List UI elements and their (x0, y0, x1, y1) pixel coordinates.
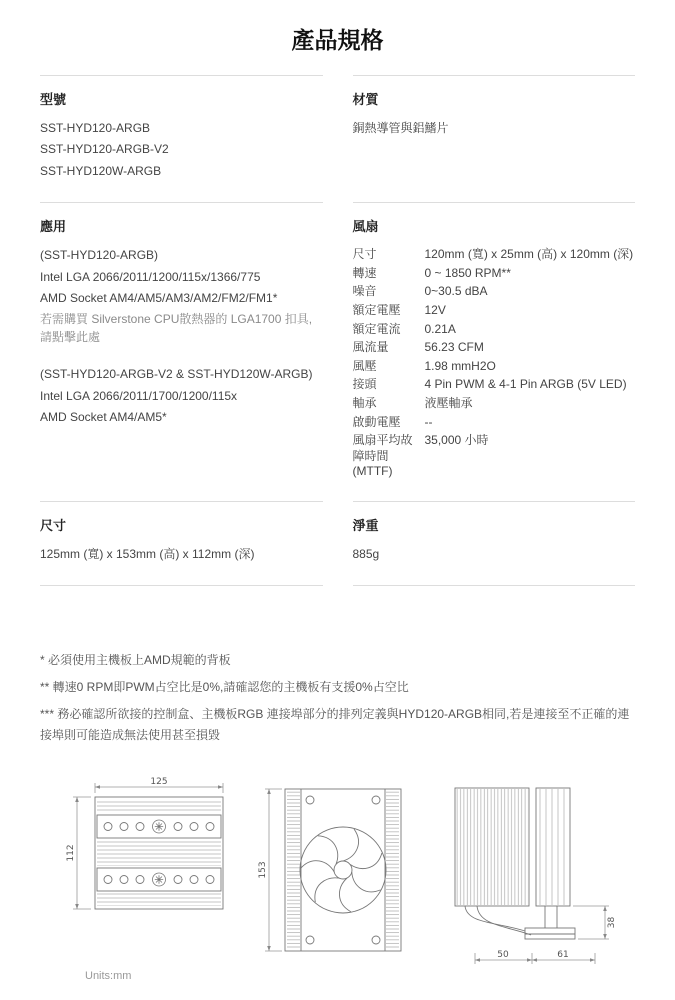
fan-spec-value: 56.23 CFM (424, 340, 484, 355)
fan-spec-label: 風壓 (352, 358, 377, 373)
base-width-a-label: 50 (497, 950, 509, 961)
fan-heading: 風扇 (352, 219, 379, 235)
application-group1-title: (SST-HYD120-ARGB) (40, 248, 159, 263)
fan-spec-row (353, 396, 636, 412)
fan-spec-value: 12V (424, 302, 446, 317)
fan-spec-row (353, 284, 636, 300)
snowflake-logo-icon (153, 820, 166, 833)
fan-spec-row (353, 359, 636, 375)
dimension-front-height (66, 797, 91, 909)
dimension-base-widths (475, 950, 595, 964)
application-group2-intel: Intel LGA 2066/2011/1700/1200/115x (40, 388, 238, 403)
section-dimensions (40, 501, 323, 586)
front-width-label: 125 (150, 777, 168, 788)
fan-spec-label: 接頭 (352, 377, 377, 392)
fan-spec-value: 液壓軸承 (424, 395, 473, 410)
fan-spec-label: 尺寸 (352, 247, 377, 262)
technical-drawings (62, 776, 623, 970)
section-fan (353, 202, 636, 501)
fin-stack (455, 788, 570, 906)
material-value: 銅熱導管與鋁鰭片 (352, 121, 449, 135)
fan-spec-row (353, 377, 636, 393)
dimension-base-height (573, 906, 617, 939)
fan-spec-label: 風扇平均故障時間 (MTTF) (352, 433, 413, 479)
spec-grid (40, 75, 635, 586)
fan-spec-label: 轉速 (352, 265, 377, 280)
fan-spec-label: 額定電流 (352, 321, 401, 336)
section-application (40, 202, 323, 501)
fan-spec-row (353, 303, 636, 319)
fan-spec-row (353, 266, 636, 282)
fan-spec-value: 0.21A (424, 321, 456, 336)
model-item: SST-HYD120-ARGB-V2 (40, 142, 169, 157)
fan-spec-value: 0~30.5 dBA (424, 284, 488, 299)
weight-heading: 淨重 (352, 517, 379, 533)
fan-spec-label: 風流量 (352, 340, 389, 355)
cooler-front-body (95, 797, 223, 909)
fan-spec-label: 啟動電壓 (352, 414, 401, 429)
cooler-side-body (285, 789, 401, 951)
fan-spec-value: 1.98 mmH2O (424, 358, 496, 373)
section-model (40, 75, 323, 202)
fan-spec-label: 軸承 (352, 395, 377, 410)
lga1700-note-text: 若需購買 Silverstone CPU散熱器的 LGA1700 扣具,請 (40, 312, 313, 344)
drawing-side-profile-view (435, 776, 623, 970)
fan-spec-row (353, 322, 636, 338)
fan-spec-row (353, 433, 636, 480)
drawing-front-view (62, 776, 230, 926)
side-height-label: 153 (257, 861, 268, 879)
fan-spec-value: -- (424, 414, 433, 429)
footnote: ** 轉速0 RPM即PWM占空比是0%,請確認您的主機板有支援0%占空比 (40, 680, 409, 695)
model-item: SST-HYD120W-ARGB (40, 163, 162, 178)
fan-spec-row (353, 415, 636, 431)
dimensions-heading: 尺寸 (40, 517, 67, 533)
cpu-base-plate (525, 928, 575, 939)
fan-spec-row (353, 340, 636, 356)
fan-spec-value: 4 Pin PWM & 4-1 Pin ARGB (5V LED) (424, 377, 627, 392)
front-height-label: 112 (66, 844, 76, 862)
footnotes (40, 650, 635, 746)
snowflake-logo-icon (153, 873, 166, 886)
material-heading: 材質 (352, 92, 379, 107)
click-here-link[interactable]: 點擊此處 (52, 329, 101, 344)
fan-blades (299, 829, 384, 914)
application-group2-title: (SST-HYD120-ARGB-V2 & SST-HYD120W-ARGB) (40, 367, 313, 382)
application-group1-amd: AMD Socket AM4/AM5/AM3/AM2/FM2/FM1* (40, 290, 278, 305)
footnote: *** 務必確認所欲接的控制盒、主機板RGB 連接埠部分的排列定義與HYD120-ARGB相同,若是連接至不正確的連接埠則可能造成無法使用甚至損毀 (40, 707, 630, 743)
lga1700-note (40, 311, 323, 346)
drawing-fan-side-view (254, 776, 412, 962)
model-heading: 型號 (40, 92, 67, 107)
fan-spec-row (353, 247, 636, 263)
base-width-b-label: 61 (557, 950, 569, 961)
model-item: SST-HYD120-ARGB (40, 121, 151, 135)
dimension-side-height (258, 789, 282, 951)
units-label: Units:mm (85, 970, 132, 983)
dimension-front-width (95, 777, 223, 793)
page-title: 產品規格 (291, 27, 384, 53)
fan-spec-value: 0 ~ 1850 RPM** (424, 265, 511, 280)
fan-spec-label: 額定電壓 (352, 302, 401, 317)
section-material (353, 75, 636, 202)
dimensions-value: 125mm (寬) x 153mm (高) x 112mm (深) (40, 546, 255, 561)
fan-spec-value: 35,000 小時 (424, 433, 489, 448)
application-group2-amd: AMD Socket AM4/AM5* (40, 409, 167, 424)
fan-spec-value: 120mm (寬) x 25mm (高) x 120mm (深) (424, 247, 634, 262)
section-weight (353, 501, 636, 586)
base-height-label: 38 (607, 917, 617, 929)
footnote: * 必須使用主機板上AMD規範的背板 (40, 653, 231, 668)
weight-value: 885g (352, 546, 380, 561)
fan-spec-label: 噪音 (352, 284, 377, 299)
application-group1-intel: Intel LGA 2066/2011/1200/115x/1366/775 (40, 269, 261, 284)
application-heading: 應用 (40, 219, 67, 235)
heatpipes (465, 906, 557, 935)
